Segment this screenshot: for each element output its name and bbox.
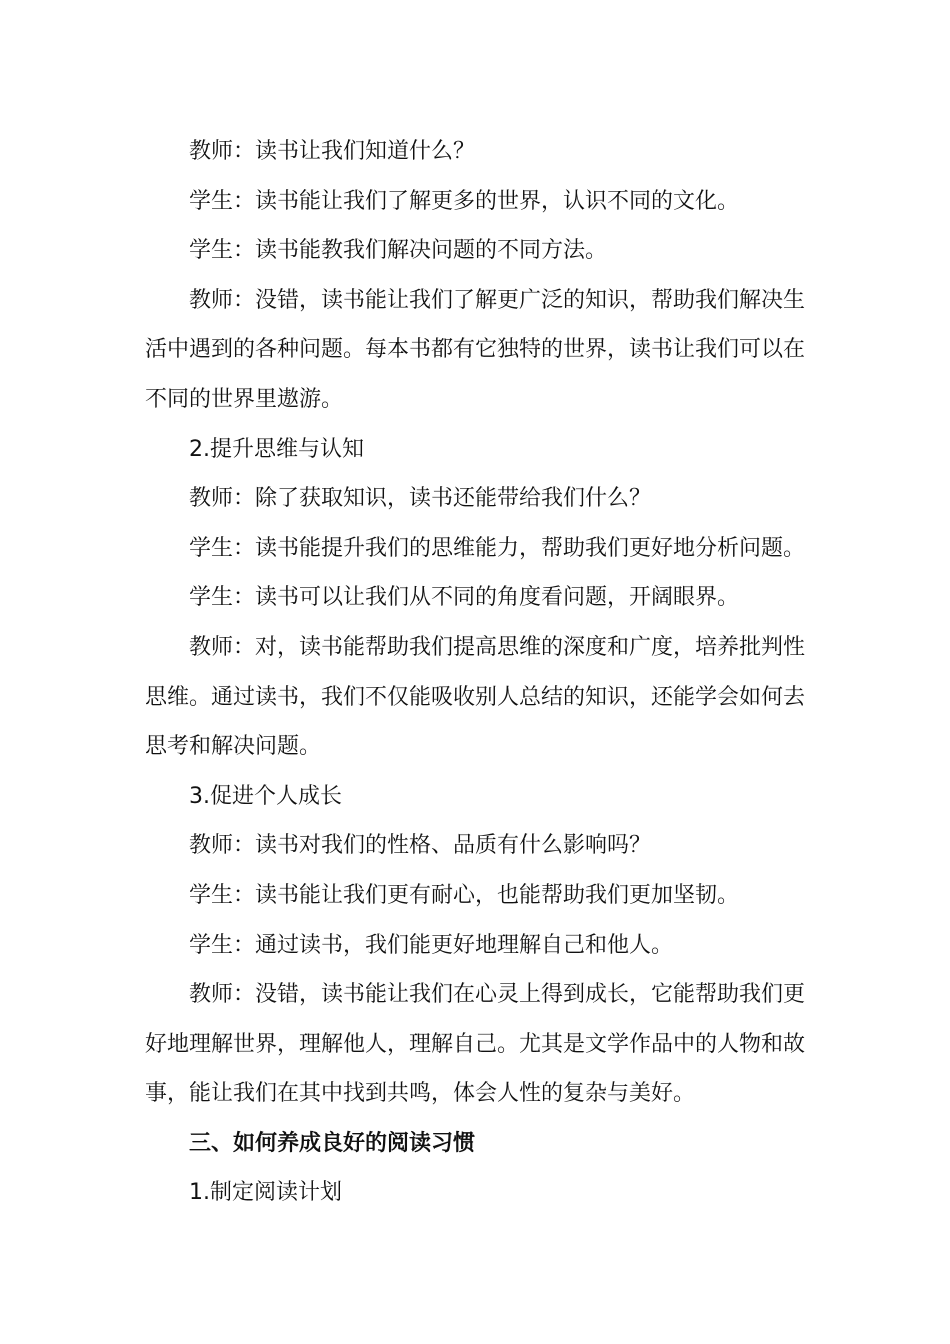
paragraph: 学生：读书能让我们更有耐心，也能帮助我们更加坚韧。 bbox=[189, 882, 740, 908]
document-body bbox=[145, 127, 810, 1218]
paragraph: 学生：通过读书，我们能更好地理解自己和他人。 bbox=[189, 932, 674, 958]
paragraph: 学生：读书能教我们解决问题的不同方法。 bbox=[189, 238, 608, 264]
paragraph: 学生：读书可以让我们从不同的角度看问题，开阔眼界。 bbox=[189, 585, 740, 611]
section-heading: 三、如何养成良好的阅读习惯 bbox=[189, 1130, 476, 1156]
paragraph: 教师：读书对我们的性格、品质有什么影响吗？ bbox=[189, 833, 652, 859]
paragraph: 教师：没错，读书能让我们在心灵上得到成长，它能帮助我们更好地理解世界，理解他人，理解自己。尤其是文学作品中的人物和故事，能让我们在其中找到共鸣，体会人性的复杂与美好。 bbox=[145, 982, 806, 1107]
paragraph: 教师：对，读书能帮助我们提高思维的深度和广度，培养批判性思维。通过读书，我们不仅能吸收别人总结的知识，还能学会如何去思考和解决问题。 bbox=[145, 634, 806, 760]
paragraph: 教师：没错，读书能让我们了解更广泛的知识，帮助我们解决生活中遇到的各种问题。每本书都有它独特的世界，读书让我们可以在不同的世界里遨游。 bbox=[145, 287, 806, 412]
section-subheading: 2.提升思维与认知 bbox=[189, 436, 364, 462]
paragraph: 教师：除了获取知识，读书还能带给我们什么？ bbox=[189, 486, 652, 512]
paragraph: 学生：读书能提升我们的思维能力，帮助我们更好地分析问题。 bbox=[189, 535, 806, 561]
section-subheading: 1.制定阅读计划 bbox=[189, 1180, 342, 1206]
section-subheading: 3.促进个人成长 bbox=[189, 783, 342, 809]
paragraph: 学生：读书能让我们了解更多的世界，认识不同的文化。 bbox=[189, 188, 740, 214]
paragraph: 教师：读书让我们知道什么？ bbox=[189, 139, 476, 164]
